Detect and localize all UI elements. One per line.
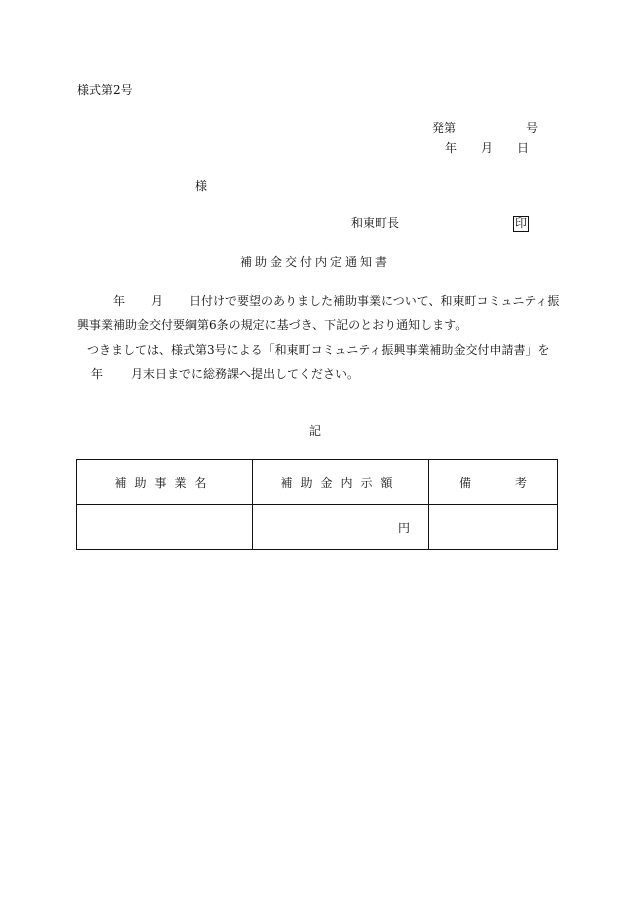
document-number-prefix: 発第 <box>432 121 457 135</box>
header-remarks <box>429 460 558 505</box>
yen-unit: 円 <box>397 520 410 535</box>
subsidy-table <box>76 459 558 550</box>
body-line-2: 興事業補助金交付要綱第6条の規定に基づき、下記のとおり通知します。 <box>77 318 468 332</box>
document-number <box>432 121 538 135</box>
body-line-3 <box>77 343 549 357</box>
body-text-3: つきましては、様式第3号による「和東町コミュニティ振興事業補助金交付申請書」を <box>87 343 550 357</box>
cell-project-name <box>77 505 253 550</box>
header-project-name: 補助事業名 <box>77 460 253 505</box>
document-date <box>445 141 529 155</box>
deadline-year: 年 <box>91 367 104 381</box>
document-number-suffix: 号 <box>526 121 539 135</box>
form-number: 様式第2号 <box>77 83 133 97</box>
remarks-char-2: 考 <box>515 475 528 490</box>
header-subsidy-amount: 補助金内示額 <box>253 460 429 505</box>
table-header-row <box>77 460 558 505</box>
body-text-4: 月末日までに総務課へ提出してください。 <box>131 367 360 381</box>
date-year: 年 <box>445 141 458 155</box>
addressee-honorific: 様 <box>195 179 208 193</box>
remarks-char-1: 備 <box>458 475 471 490</box>
date-month: 月 <box>481 141 494 155</box>
sender-name: 和東町長 <box>351 216 400 230</box>
body-line-1 <box>77 294 559 308</box>
ki-heading: 記 <box>308 424 321 438</box>
body-text-1: 日付けで要望のありました補助事業について、和東町コミュニティ振 <box>189 294 560 308</box>
body-month: 月 <box>151 294 164 308</box>
document-title: 補助金交付内定通知書 <box>239 255 390 269</box>
seal-mark: 印 <box>515 216 528 230</box>
body-line-4 <box>77 367 359 381</box>
table-row <box>77 505 558 550</box>
body-year: 年 <box>113 294 126 308</box>
cell-subsidy-amount <box>253 505 429 550</box>
date-day: 日 <box>517 141 530 155</box>
cell-remarks <box>429 505 558 550</box>
